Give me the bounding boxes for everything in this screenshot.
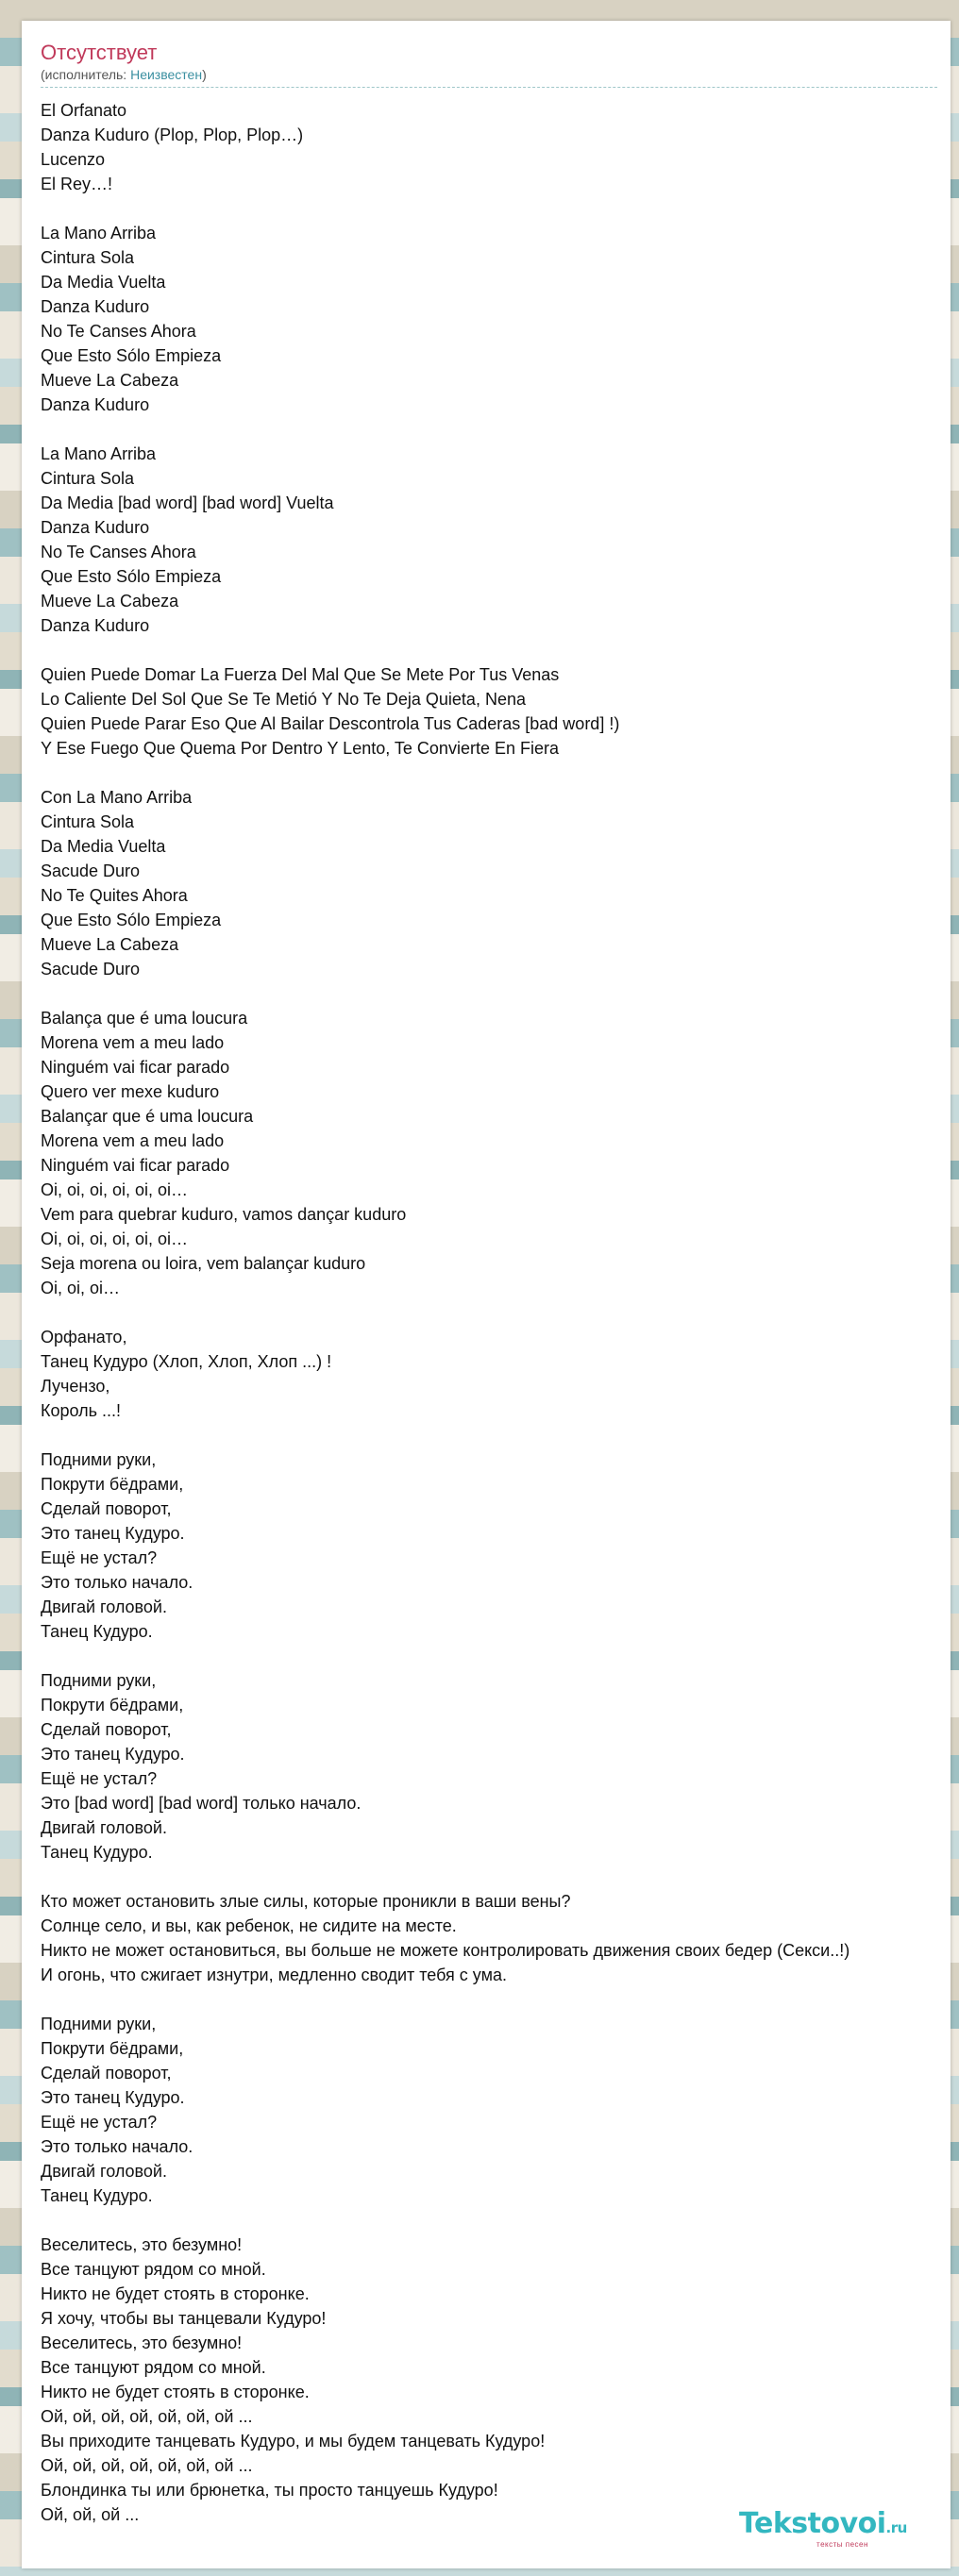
lyric-line: Веселитесь, это безумно! [41, 2333, 243, 2352]
lyrics-card [22, 21, 951, 2568]
lyric-line: Mueve La Cabeza [41, 371, 179, 390]
stanza-gap [41, 1865, 947, 1889]
lyric-line: Danza Kuduro [41, 297, 150, 316]
stanza [41, 442, 947, 638]
lyric-line: No Te Canses Ahora [41, 543, 196, 561]
lyric-line: Ещё не устал? [41, 1548, 158, 1567]
stanza [41, 1325, 947, 1423]
lyric-line: Двигай головой. [41, 1597, 167, 1616]
logo-tagline: тексты песен [816, 2540, 868, 2549]
lyric-line: Oi, oi, oi, oi, oi, oi… [41, 1180, 189, 1199]
lyric-line: No Te Quites Ahora [41, 886, 188, 905]
lyric-line: Никто не будет стоять в сторонке. [41, 2383, 310, 2401]
stanza [41, 1447, 947, 1644]
lyric-line: Balançar que é uma loucura [41, 1107, 254, 1126]
lyric-line: Король ...! [41, 1401, 122, 1420]
lyric-line: Сделай поворот, [41, 1720, 172, 1739]
artist-suffix: ) [202, 67, 207, 82]
stanza [41, 221, 947, 417]
lyric-line: No Te Canses Ahora [41, 322, 196, 341]
logo-name: Tekstovoi [739, 2507, 886, 2540]
lyric-line: Ой, ой, ой, ой, ой, ой, ой ... [41, 2407, 253, 2426]
lyric-line: Da Media [bad word] [bad word] Vuelta [41, 493, 334, 512]
lyric-line: Con La Mano Arriba [41, 788, 193, 807]
artist-line [41, 66, 937, 83]
lyrics-body [41, 98, 947, 2527]
lyric-line: Танец Кудуро. [41, 2186, 153, 2205]
lyric-line: Подними руки, [41, 2015, 157, 2033]
lyric-line: Que Esto Sólo Empieza [41, 346, 222, 365]
lyric-line: Sacude Duro [41, 960, 141, 979]
lyric-line: Oi, oi, oi, oi, oi, oi… [41, 1229, 189, 1248]
stanza [41, 662, 947, 761]
lyric-line: Oi, oi, oi… [41, 1279, 121, 1297]
lyric-line: Веселитесь, это безумно! [41, 2235, 243, 2254]
lyric-line: Это танец Кудуро. [41, 1745, 185, 1764]
lyric-line: Все танцуют рядом со мной. [41, 2260, 266, 2279]
lyric-line: Ой, ой, ой ... [41, 2505, 140, 2524]
lyric-line: Ninguém vai ficar parado [41, 1156, 230, 1175]
lyric-line: Seja morena ou loira, vem balançar kuduro [41, 1254, 366, 1273]
lyric-line: Двигай головой. [41, 1818, 167, 1837]
lyric-line: Ninguém vai ficar parado [41, 1058, 230, 1077]
lyric-line: Morena vem a meu lado [41, 1033, 225, 1052]
lyric-line: Quero ver mexe kuduro [41, 1082, 220, 1101]
stanza-gap [41, 1644, 947, 1668]
lyric-line: Танец Кудуро (Хлоп, Хлоп, Хлоп ...) ! [41, 1352, 332, 1371]
lyric-line: Lo Caliente Del Sol Que Se Te Metió Y No Te Deja Quieta, Nena [41, 690, 526, 709]
stanza [41, 2233, 947, 2527]
lyric-line: Danza Kuduro (Plop, Plop, Plop…) [41, 125, 304, 144]
lyric-line: Покрути бёдрами, [41, 1475, 184, 1494]
lyric-line: Это танец Кудуро. [41, 1524, 185, 1543]
lyric-line: Танец Кудуро. [41, 1622, 153, 1641]
lyric-line: Сделай поворот, [41, 1499, 172, 1518]
lyric-line: La Mano Arriba [41, 444, 157, 463]
stanza-gap [41, 2208, 947, 2233]
stanza [41, 2012, 947, 2208]
stanza [41, 1668, 947, 1865]
lyric-line: Y Ese Fuego Que Quema Por Dentro Y Lento, Te Convierte En Fiera [41, 739, 559, 758]
lyric-line: Ещё не устал? [41, 2113, 158, 2132]
stanza-gap [41, 1300, 947, 1325]
lyric-line: Lucenzo [41, 150, 106, 169]
lyric-line: Quien Puede Parar Eso Que Al Bailar Descontrola Tus Caderas [bad word] !) [41, 714, 620, 733]
lyric-line: Quien Puede Domar La Fuerza Del Mal Que Se Mete Por Tus Venas [41, 665, 560, 684]
lyric-line: Cintura Sola [41, 248, 135, 267]
logo-tld: .ru [885, 2519, 907, 2536]
lyric-line: Que Esto Sólo Empieza [41, 567, 222, 586]
lyric-line: Все танцуют рядом со мной. [41, 2358, 266, 2377]
lyric-line: Это только начало. [41, 2137, 193, 2156]
stanza-gap [41, 1987, 947, 2012]
song-title: Отсутствует [41, 41, 158, 64]
stanza-gap [41, 638, 947, 662]
stanza-gap [41, 761, 947, 785]
artist-link[interactable]: Неизвестен [130, 67, 203, 82]
lyric-line: Это только начало. [41, 1573, 193, 1592]
lyric-line: Danza Kuduro [41, 395, 150, 414]
stanza-gap [41, 981, 947, 1006]
lyric-line: Сделай поворот, [41, 2064, 172, 2083]
lyric-line: Блондинка ты или брюнетка, ты просто танцуешь Кудуро! [41, 2481, 498, 2500]
stanza [41, 1006, 947, 1300]
lyric-line: Danza Kuduro [41, 518, 150, 537]
stanza-gap [41, 1423, 947, 1447]
lyric-line: El Orfanato [41, 101, 127, 120]
lyric-line: Вы приходите танцевать Кудуро, и мы будем танцевать Кудуро! [41, 2432, 546, 2451]
lyric-line: Кто может остановить злые силы, которые проникли в ваши вены? [41, 1892, 571, 1911]
lyric-line: Это танец Кудуро. [41, 2088, 185, 2107]
lyric-line: Sacude Duro [41, 861, 141, 880]
lyric-line: Покрути бёдрами, [41, 1696, 184, 1715]
lyric-line: Danza Kuduro [41, 616, 150, 635]
lyric-line: Солнце село, и вы, как ребенок, не сидите на месте. [41, 1916, 457, 1935]
lyric-line: Vem para quebrar kuduro, vamos dançar kuduro [41, 1205, 407, 1224]
lyric-line: Morena vem a meu lado [41, 1131, 225, 1150]
lyric-line: Que Esto Sólo Empieza [41, 911, 222, 929]
lyric-line: Я хочу, чтобы вы танцевали Кудуро! [41, 2309, 327, 2328]
lyric-line: Cintura Sola [41, 812, 135, 831]
lyric-line: Орфанато, [41, 1328, 127, 1347]
stanza-gap [41, 417, 947, 442]
lyric-line: Da Media Vuelta [41, 837, 166, 856]
logo-wordmark [739, 2508, 947, 2544]
lyric-line: Подними руки, [41, 1671, 157, 1690]
lyric-line: Никто не может остановиться, вы больше не можете контролировать движения своих бедер (Секси..!) [41, 1941, 850, 1960]
lyric-line: Ещё не устал? [41, 1769, 158, 1788]
lyric-line: El Rey…! [41, 175, 113, 193]
lyric-line: Balança que é uma loucura [41, 1009, 248, 1028]
artist-prefix: (исполнитель: [41, 67, 131, 82]
lyric-line: Da Media Vuelta [41, 273, 166, 292]
lyric-line: Mueve La Cabeza [41, 935, 179, 954]
lyric-line: Mueve La Cabeza [41, 592, 179, 611]
lyric-line: La Mano Arriba [41, 224, 157, 243]
lyric-line: Это [bad word] [bad word] только начало. [41, 1794, 362, 1813]
stanza-gap [41, 196, 947, 221]
site-logo[interactable] [739, 2508, 947, 2555]
stanza [41, 98, 947, 196]
lyric-line: Подними руки, [41, 1450, 157, 1469]
song-header [41, 40, 937, 88]
lyric-line: И огонь, что сжигает изнутри, медленно сводит тебя с ума. [41, 1965, 507, 1984]
lyric-line: Покрути бёдрами, [41, 2039, 184, 2058]
stanza [41, 785, 947, 981]
lyric-line: Ой, ой, ой, ой, ой, ой, ой ... [41, 2456, 253, 2475]
stanza [41, 1889, 947, 1987]
lyric-line: Двигай головой. [41, 2162, 167, 2181]
lyric-line: Танец Кудуро. [41, 1843, 153, 1862]
lyric-line: Cintura Sola [41, 469, 135, 488]
lyric-line: Никто не будет стоять в сторонке. [41, 2284, 310, 2303]
lyric-line: Лучензо, [41, 1377, 110, 1396]
